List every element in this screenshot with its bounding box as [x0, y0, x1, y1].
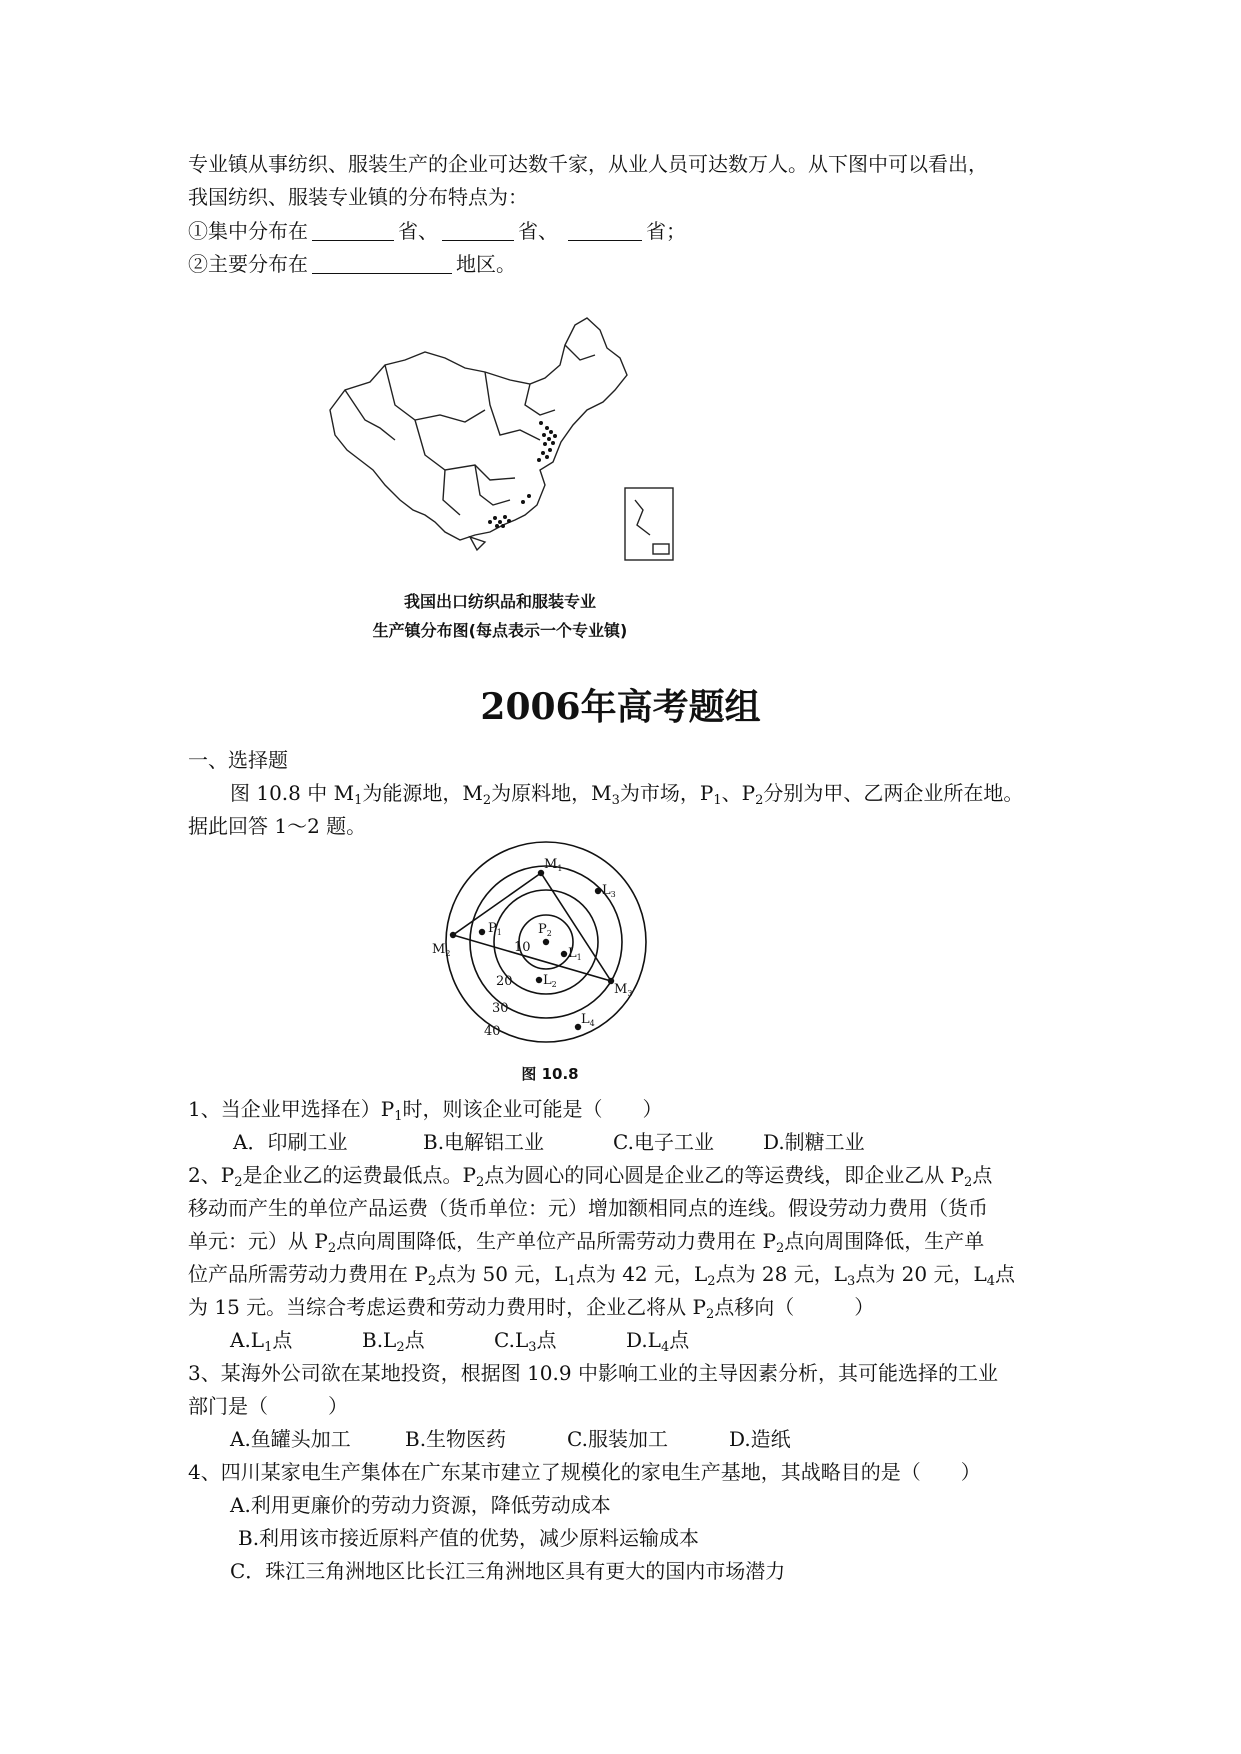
china-map-icon	[325, 310, 685, 570]
map-caption-line-2: 生产镇分布图(每点表示一个专业镇)	[372, 621, 628, 640]
question-1-options	[233, 1126, 865, 1158]
subscript: 1	[354, 793, 363, 808]
answer-blank[interactable]	[312, 253, 452, 274]
label-l1: $L_1$	[568, 946, 582, 962]
intro-line-4-prefix: ②主要分布在	[188, 252, 308, 276]
isocost-diagram	[430, 835, 660, 1055]
subscript: 2	[234, 1175, 243, 1190]
question-intro-line-1	[230, 777, 1023, 809]
subscript: 3	[847, 1274, 856, 1289]
text-run: 点为 50 元，L	[436, 1262, 568, 1286]
subscript: 2	[705, 1307, 715, 1322]
q3-option-b[interactable]: B.生物医药	[405, 1427, 507, 1451]
text-run: 是企业乙的运费最低点。P	[242, 1163, 476, 1187]
point-m2	[450, 932, 456, 938]
question-3-line-2: 部门是（ ）	[188, 1394, 348, 1418]
intro-line-2: 我国纺织、服装专业镇的分布特点为：	[188, 185, 528, 209]
sep-text: 省、	[398, 219, 438, 243]
label-m3: $M_3$	[614, 982, 633, 998]
label-p2: $P_2$	[538, 922, 552, 938]
text-run: 为能源地，M	[362, 781, 483, 805]
point-l1	[561, 951, 567, 957]
text-run: 点为 20 元，L	[855, 1262, 987, 1286]
section-title: 2006年高考题组	[480, 686, 761, 728]
q3-option-c[interactable]: C.服装加工	[567, 1427, 668, 1451]
text-run: 1、当企业甲选择在）P	[188, 1097, 395, 1121]
question-intro-line-2: 据此回答 1～2 题。	[188, 814, 367, 838]
q4-option-b[interactable]: B.利用该市接近原料产值的优势，减少原料运输成本	[238, 1526, 700, 1550]
text-run: 2、P	[188, 1163, 235, 1187]
subscript: 2	[475, 1175, 485, 1190]
text-run: 点	[995, 1262, 1016, 1286]
text-run: 位产品所需劳动力费用在 P	[188, 1262, 428, 1286]
text-run: 点	[972, 1163, 993, 1187]
subscript: 2	[482, 793, 492, 808]
q2-option-c[interactable]: $C.L_3$点	[494, 1328, 557, 1355]
q1-option-c[interactable]: C.电子工业	[613, 1130, 714, 1154]
q3-option-d[interactable]: D.造纸	[729, 1427, 791, 1451]
question-2-line-4	[188, 1258, 1015, 1290]
question-3-options	[230, 1423, 791, 1455]
question-2-line-5	[188, 1291, 874, 1323]
point-p1	[479, 929, 485, 935]
point-p2	[543, 939, 549, 945]
q3-option-a[interactable]: A.鱼罐头加工	[230, 1427, 351, 1451]
label-l3: $L_3$	[602, 883, 616, 899]
ring-label-20: 20	[496, 974, 513, 989]
subscript: 3	[611, 793, 620, 808]
answer-blank[interactable]	[568, 220, 642, 241]
question-1	[188, 1093, 662, 1125]
answer-blank[interactable]	[312, 220, 394, 241]
label-l2: $L_2$	[543, 973, 557, 989]
q2-option-a[interactable]: $A.L_1$点	[230, 1328, 293, 1355]
question-3-line-1: 3、某海外公司欲在某地投资，根据图 10.9 中影响工业的主导因素分析，其可能选择的工业	[188, 1361, 998, 1385]
q2-option-d[interactable]: $D.L_4$点	[626, 1328, 690, 1355]
intro-line-3-prefix: ①集中分布在	[188, 219, 308, 243]
q1-option-a[interactable]: A．印刷工业	[233, 1130, 348, 1154]
subscript: 1	[713, 793, 722, 808]
question-2-options	[230, 1324, 689, 1356]
question-2-line-2: 移动而产生的单位产品运费（货币单位：元）增加额相同点的连线。假设劳动力费用（货币	[188, 1196, 988, 1220]
text-run: 为原料地，M	[491, 781, 612, 805]
text-run: 点为 28 元，L	[715, 1262, 848, 1286]
text-run: 单元：元）从 P	[188, 1229, 328, 1253]
q4-option-c[interactable]: C．珠江三角洲地区比长江三角洲地区具有更大的国内市场潜力	[230, 1559, 786, 1583]
subscript: 1	[567, 1274, 576, 1289]
ring-label-30: 30	[492, 1001, 509, 1016]
point-l3	[595, 888, 601, 894]
question-2-line-1	[188, 1159, 992, 1191]
q2-option-b[interactable]: $B.L_2$点	[362, 1328, 425, 1355]
point-l2	[536, 977, 542, 983]
subscript: 4	[986, 1274, 996, 1289]
subscript: 2	[707, 1274, 716, 1289]
label-m1: $M_1$	[544, 857, 563, 873]
map-caption-line-1: 我国出口纺织品和服装专业	[403, 592, 596, 611]
q4-option-a[interactable]: A.利用更廉价的劳动力资源，降低劳动成本	[230, 1493, 611, 1517]
text-run: 分别为甲、乙两企业所在地。	[763, 781, 1024, 805]
label-p1: $P_1$	[488, 921, 502, 937]
label-l4: $L_4$	[581, 1012, 595, 1028]
text-run: 点向周围降低，生产单	[784, 1229, 985, 1253]
intro-line-4-suffix: 地区。	[456, 252, 516, 276]
subscript: 2	[775, 1241, 785, 1256]
ring-label-10: 10	[514, 940, 531, 955]
ring-label-40: 40	[484, 1024, 501, 1039]
subscript: 1	[394, 1109, 403, 1124]
subscript: 2	[755, 793, 764, 808]
intro-line-4	[188, 248, 516, 280]
intro-line-3	[188, 215, 686, 247]
text-run: 点向周围降低，生产单位产品所需劳动力费用在 P	[336, 1229, 776, 1253]
text-run: 为市场，P	[619, 781, 714, 805]
text-run: 点移向（ ）	[714, 1295, 875, 1319]
subscript: 2	[327, 1241, 337, 1256]
text-run: 、P	[721, 781, 756, 805]
sep-text: 省；	[646, 219, 686, 243]
sep-text: 省、	[518, 219, 558, 243]
text-run: 图 10.8 中 M	[230, 781, 355, 805]
q1-option-b[interactable]: B.电解铝工业	[423, 1130, 545, 1154]
answer-blank[interactable]	[442, 220, 514, 241]
diagram-caption: 图 10.8	[521, 1065, 579, 1083]
text-run: 为 15 元。当综合考虑运费和劳动力费用时，企业乙将从 P	[188, 1295, 706, 1319]
label-m2: $M_2$	[432, 942, 451, 958]
question-4-line-1: 4、四川某家电生产集体在广东某市建立了规模化的家电生产基地，其战略目的是（ ）	[188, 1460, 981, 1484]
subscript: 2	[427, 1274, 437, 1289]
section-label: 一、选择题	[188, 748, 288, 772]
text-run: 点为圆心的同心圆是企业乙的等运费线，即企业乙从 P	[484, 1163, 965, 1187]
question-2-line-3	[188, 1225, 984, 1257]
text-run: 点为 42 元，L	[575, 1262, 708, 1286]
subscript: 2	[964, 1175, 973, 1190]
text-run: 时，则该企业可能是（ ）	[402, 1097, 663, 1121]
intro-line-1: 专业镇从事纺织、服装生产的企业可达数千家，从业人员可达数万人。从下图中可以看出，	[188, 152, 988, 176]
q1-option-d[interactable]: D.制糖工业	[763, 1130, 865, 1154]
